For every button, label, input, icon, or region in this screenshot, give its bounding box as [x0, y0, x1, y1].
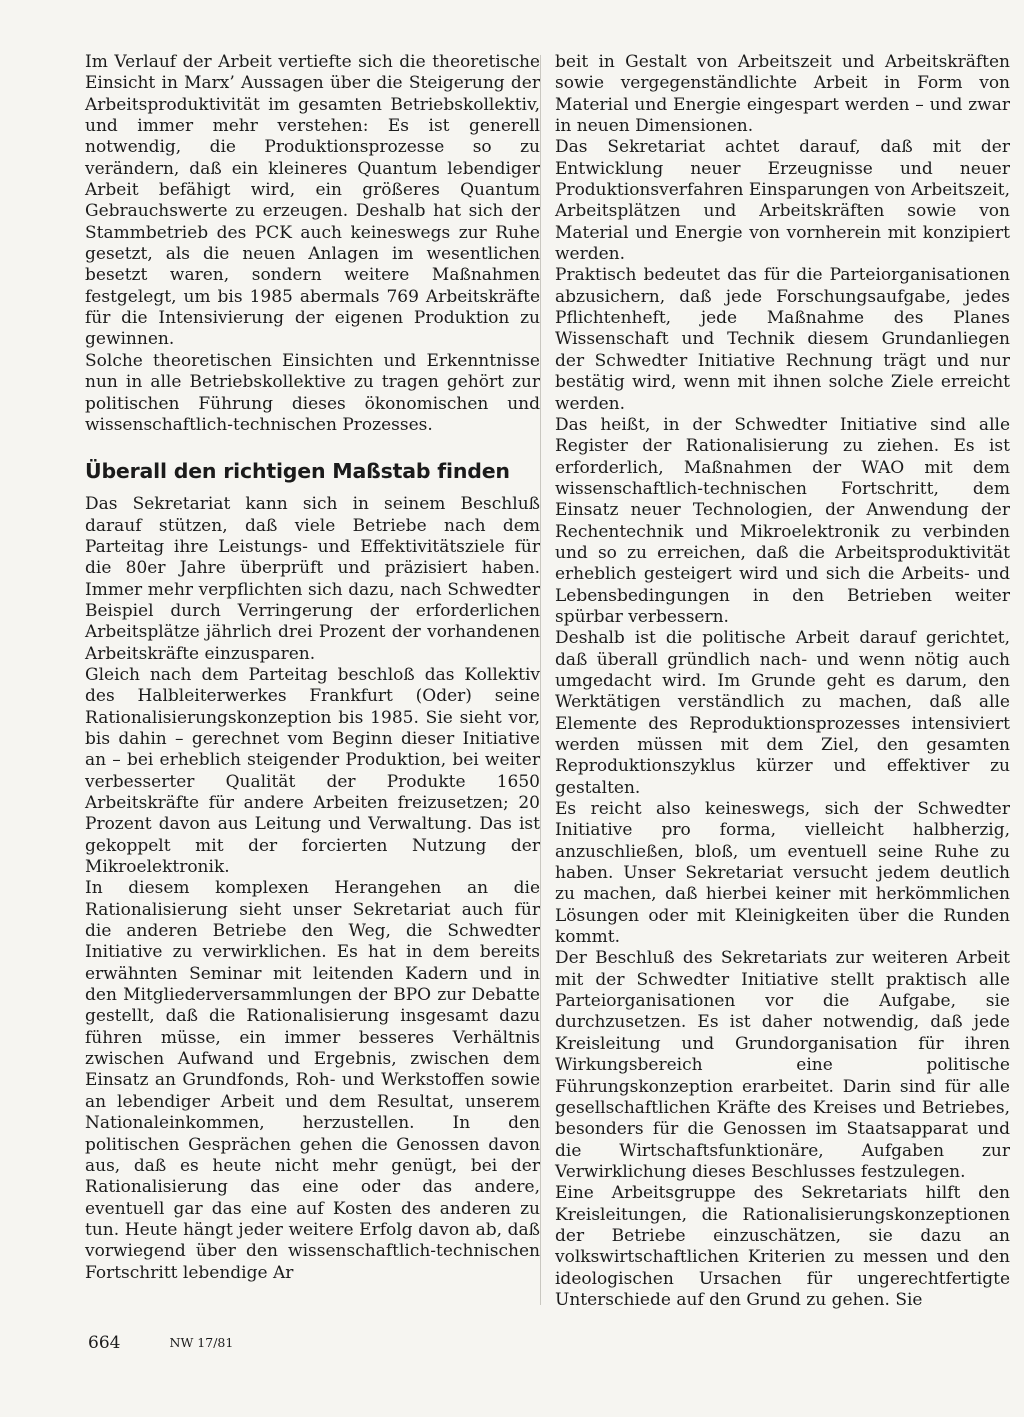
paragraph: Das Sekretariat achtet darauf, daß mit der Entwicklung neuer Erzeugnisse und neuer Produktionsverfahren Einsparungen von Arbeitszeit, Arbeitsplätzen und Arbeitskräften sowie von Material und Energie von vornherein mit konzipiert werden. [555, 137, 1010, 265]
paragraph: Eine Arbeitsgruppe des Sekretariats hilft den Kreisleitungen, die Rationalisierungskonzeptionen der Betriebe einzuschätzen, sie dazu an volkswirtschaftlichen Kriterien zu messen und den ideologischen Ursachen für ungerechtfertigte Unterschiede auf den Grund zu gehen. Sie [555, 1183, 1010, 1310]
paragraph: beit in Gestalt von Arbeitszeit und Arbeitskräften sowie vergegenständlichte Arbeit in Form von Material und Energie eingespart werden – und zwar in neuen Dimensionen. [555, 52, 1010, 137]
column-divider [540, 55, 541, 1305]
left-column [85, 52, 540, 1284]
right-column [555, 52, 1010, 1311]
paragraph: Deshalb ist die politische Arbeit darauf gerichtet, daß überall gründlich nach- und wenn nötig auch umgedacht wird. Im Grunde geht es darum, den Werktätigen verständlich zu machen, daß alle Elemente des Reproduktionsprozesses intensiviert werden müssen mit dem Ziel, den gesamten Reproduktionszyklus kürzer und effektiver zu gestalten. [555, 628, 1010, 798]
paragraph: Das Sekretariat kann sich in seinem Beschluß darauf stützen, daß viele Betriebe nach dem Parteitag ihre Leistungs- und Effektivitätsziele für die 80er Jahre überprüft und präzisiert haben. Immer mehr verpflichten sich dazu, nach Schwedter Beispiel durch Verringerung der erforderlichen Arbeitsplätze jährlich drei Prozent der vorhandenen Arbeitskräfte einzusparen. [85, 494, 540, 664]
page-number: 664 [88, 1333, 121, 1353]
section-heading: Überall den richtigen Maßstab finden [85, 459, 510, 484]
page-footer [88, 1333, 233, 1353]
paragraph: Es reicht also keineswegs, sich der Schwedter Initiative pro forma, vielleicht halbherzig, anzuschließen, bloß, um eventuell seine Ruhe zu haben. Unser Sekretariat versucht jedem deutlich zu machen, daß hierbei keiner mit herkömmlichen Lösungen oder mit Kleinigkeiten über die Runden kommt. [555, 799, 1010, 948]
paragraph: Solche theoretischen Einsichten und Erkenntnisse nun in alle Betriebskollektive zu tragen gehört zur politischen Führung dieses ökonomischen und wissenschaftlich-technischen Prozesses. [85, 350, 540, 435]
paragraph: Praktisch bedeutet das für die Parteiorganisationen abzusichern, daß jede Forschungsaufgabe, jedes Pflichtenheft, jede Maßnahme des Planes Wissenschaft und Technik diesem Grundanliegen der Schwedter Initiative Rechnung trägt und nur bestätig wird, wenn mit ihnen solche Ziele erreicht werden. [555, 265, 1010, 414]
paragraph: In diesem komplexen Herangehen an die Rationalisierung sieht unser Sekretariat auch für die anderen Betriebe den Weg, die Schwedter Initiative zu verwirklichen. Es hat in dem bereits erwähnten Seminar mit leitenden Kadern und in den Mitgliederversammlungen der BPO zur Debatte gestellt, daß die Rationalisierung insgesamt dazu führen müsse, ein immer besseres Verhältnis zwischen Aufwand und Ergebnis, zwischen dem Einsatz an Grundfonds, Roh- und Werkstoffen sowie an lebendiger Arbeit und dem Resultat, unserem Nationaleinkommen, herzustellen. In den politischen Gesprächen gehen die Genossen davon aus, daß es heute nicht mehr genügt, bei der Rationalisierung das eine oder das andere, eventuell gar das eine auf Kosten des anderen zu tun. Heute hängt jeder weitere Erfolg davon ab, daß vorwiegend über den wissenschaftlich-technischen Fortschritt lebendige Ar [85, 878, 540, 1283]
paragraph: Der Beschluß des Sekretariats zur weiteren Arbeit mit der Schwedter Initiative stellt praktisch alle Parteiorganisationen vor die Aufgabe, sie durchzusetzen. Es ist daher notwendig, daß jede Kreisleitung und Grundorganisation für ihren Wirkungsbereich eine politische Führungskonzeption erarbeitet. Darin sind für alle gesellschaftlichen Kräfte des Kreises und Betriebes, besonders für die Genossen im Staatsapparat und die Wirtschaftsfunktionäre, Aufgaben zur Verwirklichung dieses Beschlusses festzulegen. [555, 948, 1010, 1182]
paragraph: Im Verlauf der Arbeit vertiefte sich die theoretische Einsicht in Marx’ Aussagen über die Steigerung der Arbeitsproduktivität im gesamten Betriebskollektiv, und immer mehr verstehen: Es ist generell notwendig, die Produktionsprozesse so zu verändern, daß ein kleineres Quantum lebendiger Arbeit befähigt wird, ein größeres Quantum Gebrauchswerte zu erzeugen. Deshalb hat sich der Stammbetrieb des PCK auch keineswegs zur Ruhe gesetzt, als die neuen Anlagen im wesentlichen besetzt waren, sondern weitere Maßnahmen festgelegt, um bis 1985 abermals 769 Arbeitskräfte für die Intensivierung der eigenen Produktion zu gewinnen. [85, 52, 540, 350]
issue-label: NW 17/81 [169, 1335, 234, 1350]
paragraph: Das heißt, in der Schwedter Initiative sind alle Register der Rationalisierung zu ziehen. Es ist erforderlich, Maßnahmen der WAO mit dem wissenschaftlich-technischen Fortschritt, dem Einsatz neuer Technologien, der Anwendung der Rechentechnik und Mikroelektronik zu verbinden und so zu erreichen, daß die Arbeitsproduktivität erheblich gesteigert wird und sich die Arbeits- und Lebensbedingungen in den Betrieben weiter spürbar verbessern. [555, 414, 1010, 627]
paragraph: Gleich nach dem Parteitag beschloß das Kollektiv des Halbleiterwerkes Frankfurt (Oder) seine Rationalisierungskonzeption bis 1985. Sie sieht vor, bis dahin – gerechnet vom Beginn dieser Initiative an – bei erheblich steigender Produktion, bei weiter verbesserter Qualität der Produkte 1650 Arbeitskräfte für andere Arbeiten freizusetzen; 20 Prozent davon aus Leitung und Verwaltung. Das ist gekoppelt mit der forcierten Nutzung der Mikroelektronik. [85, 664, 540, 878]
